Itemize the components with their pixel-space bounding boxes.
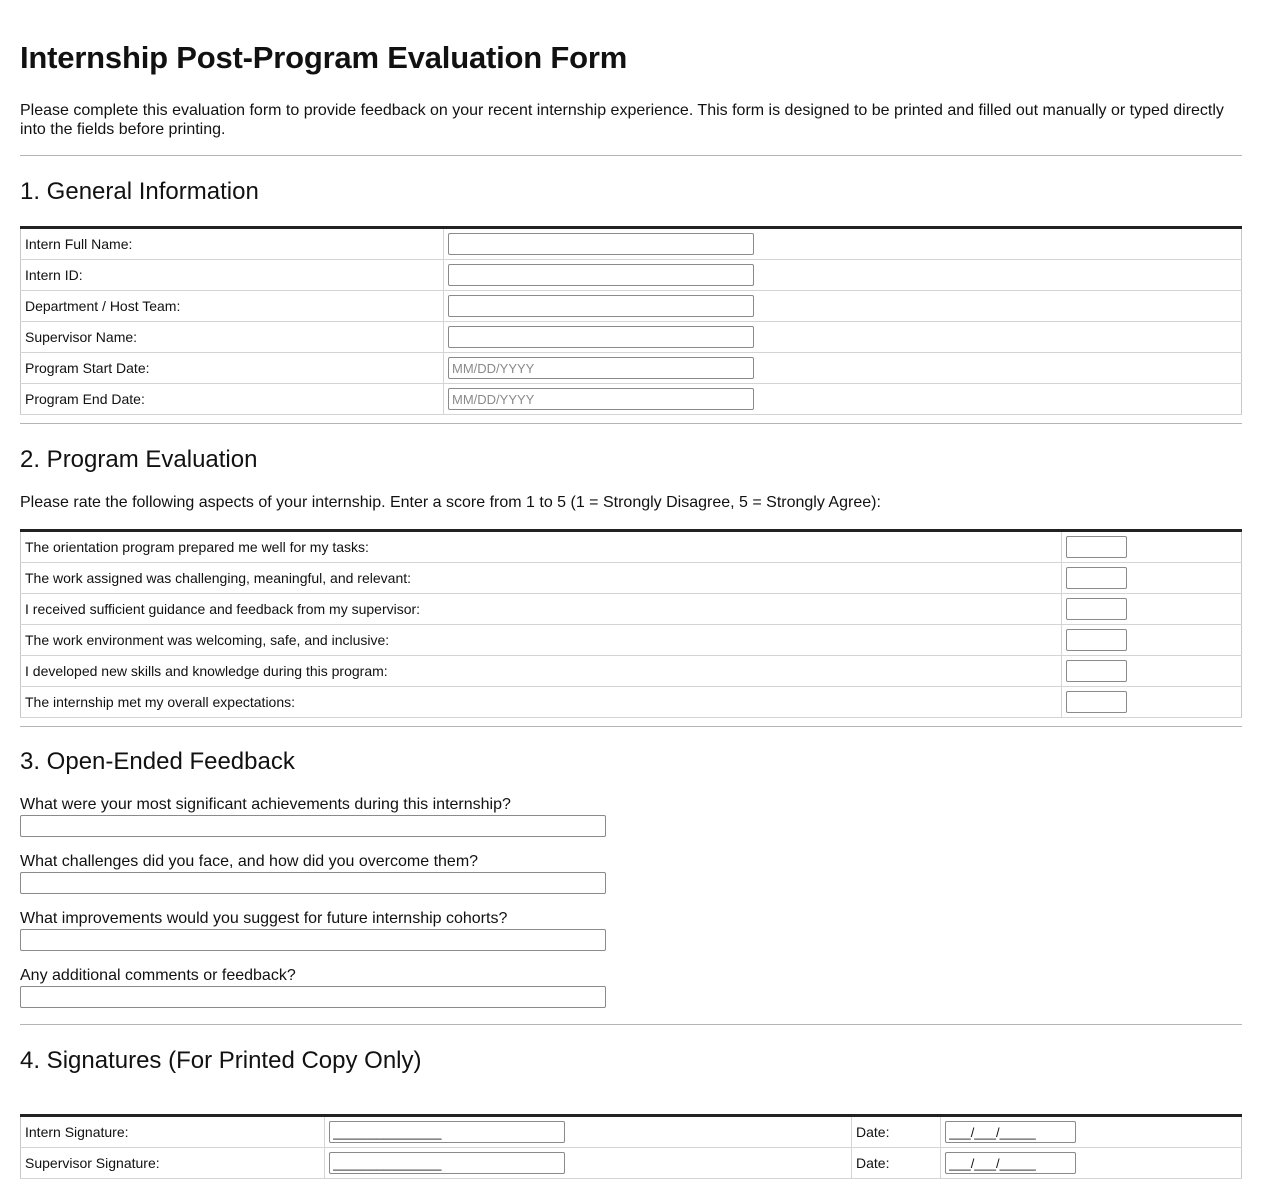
rating-input-environment[interactable] bbox=[1066, 629, 1127, 651]
intern-date-input[interactable] bbox=[945, 1121, 1076, 1143]
end-date-input[interactable] bbox=[448, 388, 754, 410]
rating-input-work[interactable] bbox=[1066, 567, 1127, 589]
intern-date-label: Date: bbox=[852, 1116, 941, 1148]
table-row bbox=[21, 228, 1242, 260]
rating-item-label: The orientation program prepared me well for my tasks: bbox=[21, 531, 1062, 563]
table-row bbox=[21, 563, 1242, 594]
start-date-label: Program Start Date: bbox=[21, 353, 444, 384]
rating-input-skills[interactable] bbox=[1066, 660, 1127, 682]
start-date-input[interactable] bbox=[448, 357, 754, 379]
rating-table bbox=[20, 529, 1242, 718]
rating-item-label: I developed new skills and knowledge during this program: bbox=[21, 656, 1062, 687]
department-input[interactable] bbox=[448, 295, 754, 317]
feedback-question: Any additional comments or feedback? bbox=[20, 967, 296, 984]
general-info-table bbox=[20, 226, 1242, 415]
divider bbox=[20, 1024, 1242, 1025]
comments-input[interactable] bbox=[20, 986, 606, 1008]
supervisor-name-input[interactable] bbox=[448, 326, 754, 348]
table-row bbox=[21, 656, 1242, 687]
table-row bbox=[21, 322, 1242, 353]
section-general-heading: 1. General Information bbox=[20, 178, 259, 205]
intern-name-input[interactable] bbox=[448, 233, 754, 255]
intro-text: Please complete this evaluation form to provide feedback on your recent internship experience. This form is designed to be printed and filled out manually or typed directly into the fields before printing. bbox=[20, 102, 1224, 138]
supervisor-signature-input[interactable] bbox=[329, 1152, 565, 1174]
intern-id-input[interactable] bbox=[448, 264, 754, 286]
table-row bbox=[21, 384, 1242, 415]
table-row bbox=[21, 1148, 1242, 1179]
section-feedback-heading: 3. Open-Ended Feedback bbox=[20, 748, 295, 775]
end-date-label: Program End Date: bbox=[21, 384, 444, 415]
intern-name-label: Intern Full Name: bbox=[21, 228, 444, 260]
rating-input-orientation[interactable] bbox=[1066, 536, 1127, 558]
supervisor-name-label: Supervisor Name: bbox=[21, 322, 444, 353]
rating-instructions: Please rate the following aspects of your internship. Enter a score from 1 to 5 (1 = Strongly Disagree, 5 = Strongly Agree): bbox=[20, 494, 881, 511]
divider bbox=[20, 726, 1242, 727]
feedback-question: What were your most significant achievements during this internship? bbox=[20, 796, 511, 813]
challenges-input[interactable] bbox=[20, 872, 606, 894]
rating-item-label: I received sufficient guidance and feedback from my supervisor: bbox=[21, 594, 1062, 625]
improvements-input[interactable] bbox=[20, 929, 606, 951]
section-evaluation-heading: 2. Program Evaluation bbox=[20, 446, 258, 473]
supervisor-date-input[interactable] bbox=[945, 1152, 1076, 1174]
rating-input-guidance[interactable] bbox=[1066, 598, 1127, 620]
table-row bbox=[21, 1116, 1242, 1148]
rating-item-label: The work assigned was challenging, meaningful, and relevant: bbox=[21, 563, 1062, 594]
table-row bbox=[21, 594, 1242, 625]
divider bbox=[20, 423, 1242, 424]
supervisor-date-label: Date: bbox=[852, 1148, 941, 1179]
supervisor-signature-label: Supervisor Signature: bbox=[21, 1148, 325, 1179]
table-row bbox=[21, 687, 1242, 718]
signatures-table bbox=[20, 1114, 1242, 1179]
table-row bbox=[21, 625, 1242, 656]
table-row bbox=[21, 531, 1242, 563]
table-row bbox=[21, 260, 1242, 291]
divider bbox=[20, 155, 1242, 156]
achievements-input[interactable] bbox=[20, 815, 606, 837]
rating-item-label: The internship met my overall expectations: bbox=[21, 687, 1062, 718]
section-signatures-heading: 4. Signatures (For Printed Copy Only) bbox=[20, 1047, 422, 1074]
table-row bbox=[21, 353, 1242, 384]
rating-item-label: The work environment was welcoming, safe, and inclusive: bbox=[21, 625, 1062, 656]
table-row bbox=[21, 291, 1242, 322]
rating-input-expectations[interactable] bbox=[1066, 691, 1127, 713]
intern-signature-input[interactable] bbox=[329, 1121, 565, 1143]
feedback-question: What improvements would you suggest for future internship cohorts? bbox=[20, 910, 508, 927]
intern-id-label: Intern ID: bbox=[21, 260, 444, 291]
feedback-question: What challenges did you face, and how did you overcome them? bbox=[20, 853, 479, 870]
intern-signature-label: Intern Signature: bbox=[21, 1116, 325, 1148]
page-title: Internship Post-Program Evaluation Form bbox=[20, 40, 628, 75]
department-label: Department / Host Team: bbox=[21, 291, 444, 322]
